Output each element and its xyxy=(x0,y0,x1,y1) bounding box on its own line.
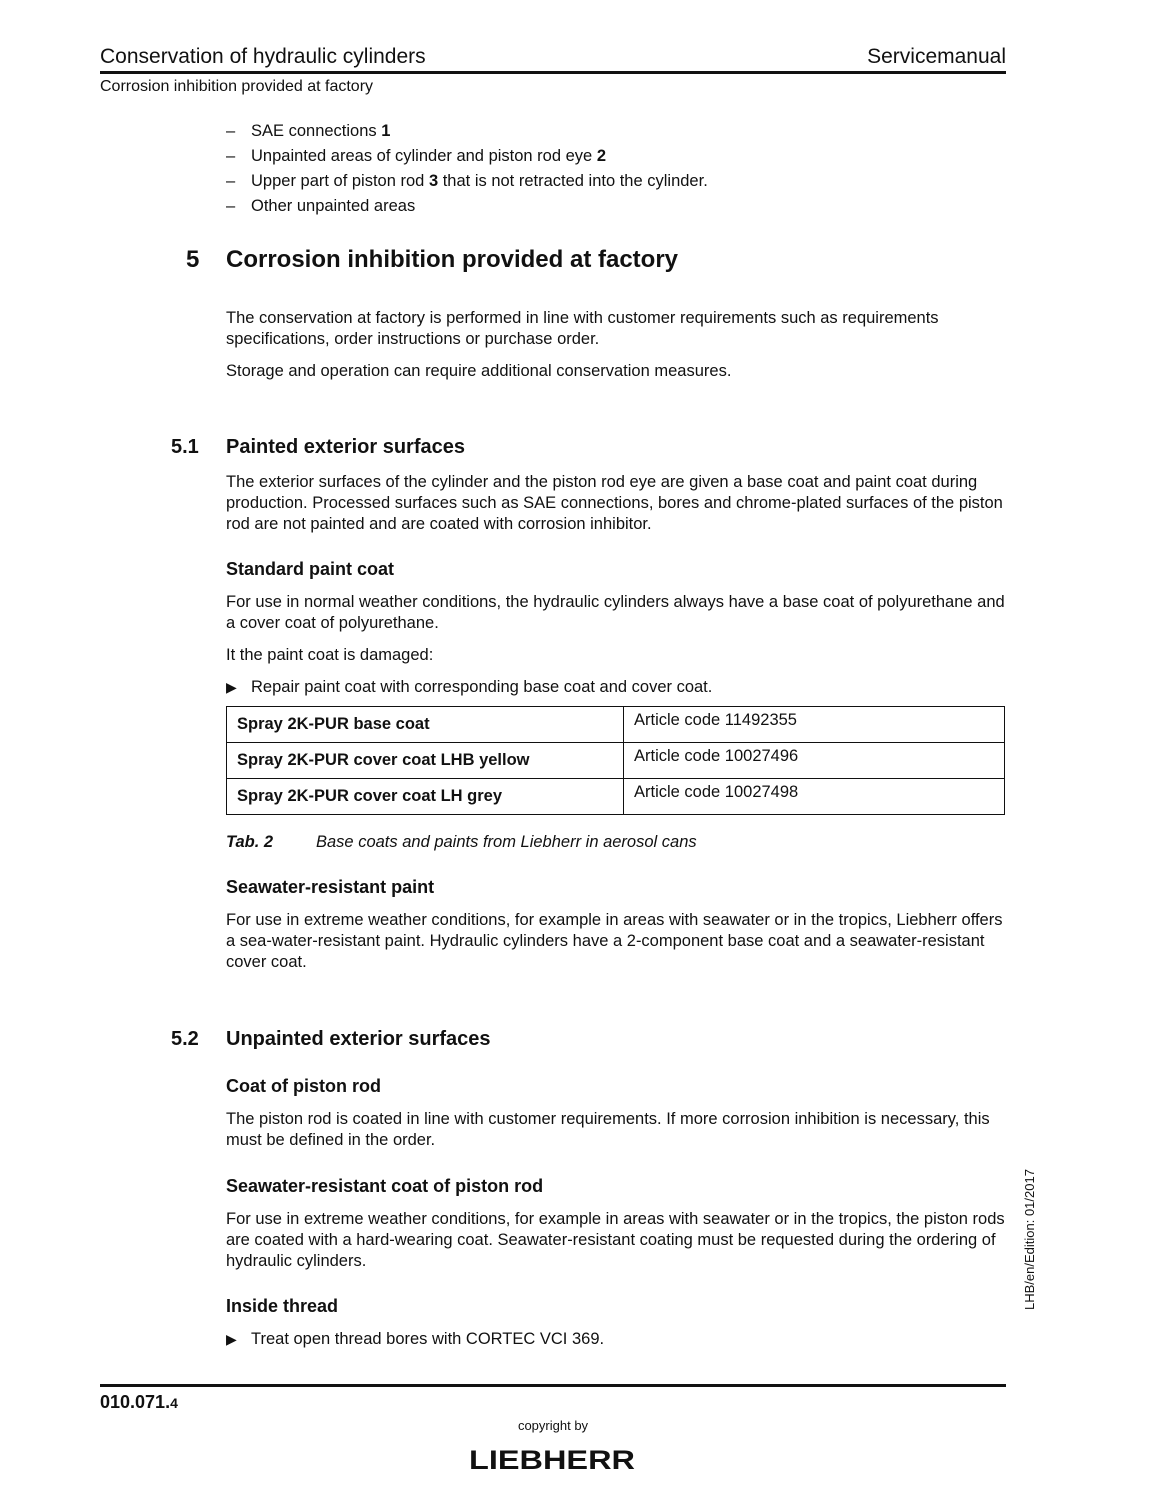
page-number-main: 010.071. xyxy=(100,1392,171,1412)
section-number: 5 xyxy=(186,246,200,273)
piston-rod-coat-paragraph: The piston rod is coated in line with customer requirements. If more corrosion inhibition is necessary, this must be defined in the order. xyxy=(226,1110,990,1149)
page-number xyxy=(100,1392,178,1413)
caption-text: Base coats and paints from Liebherr in aerosol cans xyxy=(316,833,697,851)
copyright-text: copyright by xyxy=(517,1418,589,1433)
triangle-right-icon: ▶ xyxy=(226,1331,237,1347)
dash-icon: – xyxy=(226,172,236,190)
dash-icon: – xyxy=(226,147,236,165)
list-item-text: Other unpainted areas xyxy=(251,197,416,215)
section-number: 5.2 xyxy=(171,1028,199,1050)
dash-icon: – xyxy=(226,197,236,215)
section-5-1-heading xyxy=(171,436,465,459)
thread-step xyxy=(226,1329,604,1350)
logo-text: LIEBHERR xyxy=(469,1445,635,1474)
step-text: Treat open thread bores with CORTEC VCI 369. xyxy=(251,1330,605,1348)
dash-icon: – xyxy=(226,122,236,140)
document-title: Conservation of hydraulic cylinders xyxy=(100,45,426,68)
step-text: Repair paint coat with corresponding base coat and cover coat. xyxy=(251,678,713,696)
list-item xyxy=(226,196,708,221)
list-item-text: Upper part of piston rod xyxy=(251,172,429,190)
chapter-subtitle: Corrosion inhibition provided at factory xyxy=(100,78,374,95)
edition-note: LHB/en/Edition: 01/2017 xyxy=(1022,1169,1037,1310)
seawater-paint-paragraph: For use in extreme weather conditions, for example in areas with seawater or in the tropics, Liebherr offers a sea-water-resistant paint. Hydraulic cylinders have a 2-component base coat and a seawater-resistant cover coat. xyxy=(226,911,1003,971)
table-row xyxy=(227,743,1005,779)
damaged-paragraph: It the paint coat is damaged: xyxy=(226,646,434,664)
list-item-text-after: that is not retracted into the cylinder. xyxy=(438,172,708,190)
list-item-ref: 1 xyxy=(381,122,391,140)
section-title: Unpainted exterior surfaces xyxy=(226,1028,491,1050)
list-item xyxy=(226,146,708,171)
section-title: Corrosion inhibition provided at factory xyxy=(226,246,679,273)
repair-step xyxy=(226,677,712,698)
standard-paint-heading: Standard paint coat xyxy=(226,559,395,579)
unpainted-areas-list xyxy=(226,121,708,221)
table-cell-code: Article code 10027496 xyxy=(624,743,1005,779)
header-divider xyxy=(100,71,1006,74)
list-item-text: Unpainted areas of cylinder and piston rod eye xyxy=(251,147,597,165)
section-5-paragraph-2: Storage and operation can require additional conservation measures. xyxy=(226,362,732,380)
table-row xyxy=(227,707,1005,743)
section-5-heading xyxy=(186,246,678,274)
standard-paint-paragraph: For use in normal weather conditions, the hydraulic cylinders always have a base coat of polyurethane and a cover coat of polyurethane. xyxy=(226,593,1005,632)
table-cell-code: Article code 10027498 xyxy=(624,779,1005,815)
piston-rod-coat-heading: Coat of piston rod xyxy=(226,1076,381,1096)
table-cell-code: Article code 11492355 xyxy=(624,707,1005,743)
list-item-ref: 2 xyxy=(596,147,606,165)
section-5-paragraph-1: The conservation at factory is performed in line with customer requirements such as requirements specifications, order instructions or purchase order. xyxy=(226,309,939,348)
inside-thread-heading: Inside thread xyxy=(226,1296,339,1316)
caption-label: Tab. 2 xyxy=(226,833,274,851)
list-item xyxy=(226,171,708,196)
table-cell-product: Spray 2K-PUR cover coat LHB yellow xyxy=(227,743,624,779)
table-cell-product: Spray 2K-PUR base coat xyxy=(227,707,624,743)
seawater-rod-paragraph: For use in extreme weather conditions, for example in areas with seawater or in the tropics, the piston rods are coated with a hard-wearing coat. Seawater-resistant coating must be requested during the ordering of hydraulic cylinders. xyxy=(226,1210,1005,1270)
triangle-right-icon: ▶ xyxy=(226,679,237,695)
seawater-rod-heading: Seawater-resistant coat of piston rod xyxy=(226,1176,544,1196)
section-number: 5.1 xyxy=(171,436,199,458)
footer-divider xyxy=(100,1384,1006,1387)
table-caption xyxy=(226,833,697,852)
seawater-paint-heading: Seawater-resistant paint xyxy=(226,877,435,897)
section-title: Painted exterior surfaces xyxy=(226,436,465,458)
paint-table xyxy=(226,706,1005,815)
list-item-ref: 3 xyxy=(428,172,439,190)
manual-type: Servicemanual xyxy=(867,45,1006,68)
page-number-sub: 4 xyxy=(170,1395,178,1411)
liebherr-logo xyxy=(468,1444,636,1474)
section-5-2-heading xyxy=(171,1028,491,1051)
table-row xyxy=(227,779,1005,815)
list-item xyxy=(226,121,708,146)
section-5-1-paragraph: The exterior surfaces of the cylinder and the piston rod eye are given a base coat and paint coat during production. Processed surfaces such as SAE connections, bores and chrome-plated surfaces of the piston rod are not painted and are coated with corrosion inhibitor. xyxy=(226,473,1003,533)
table-cell-product: Spray 2K-PUR cover coat LH grey xyxy=(227,779,624,815)
list-item-text: SAE connections xyxy=(251,122,382,140)
